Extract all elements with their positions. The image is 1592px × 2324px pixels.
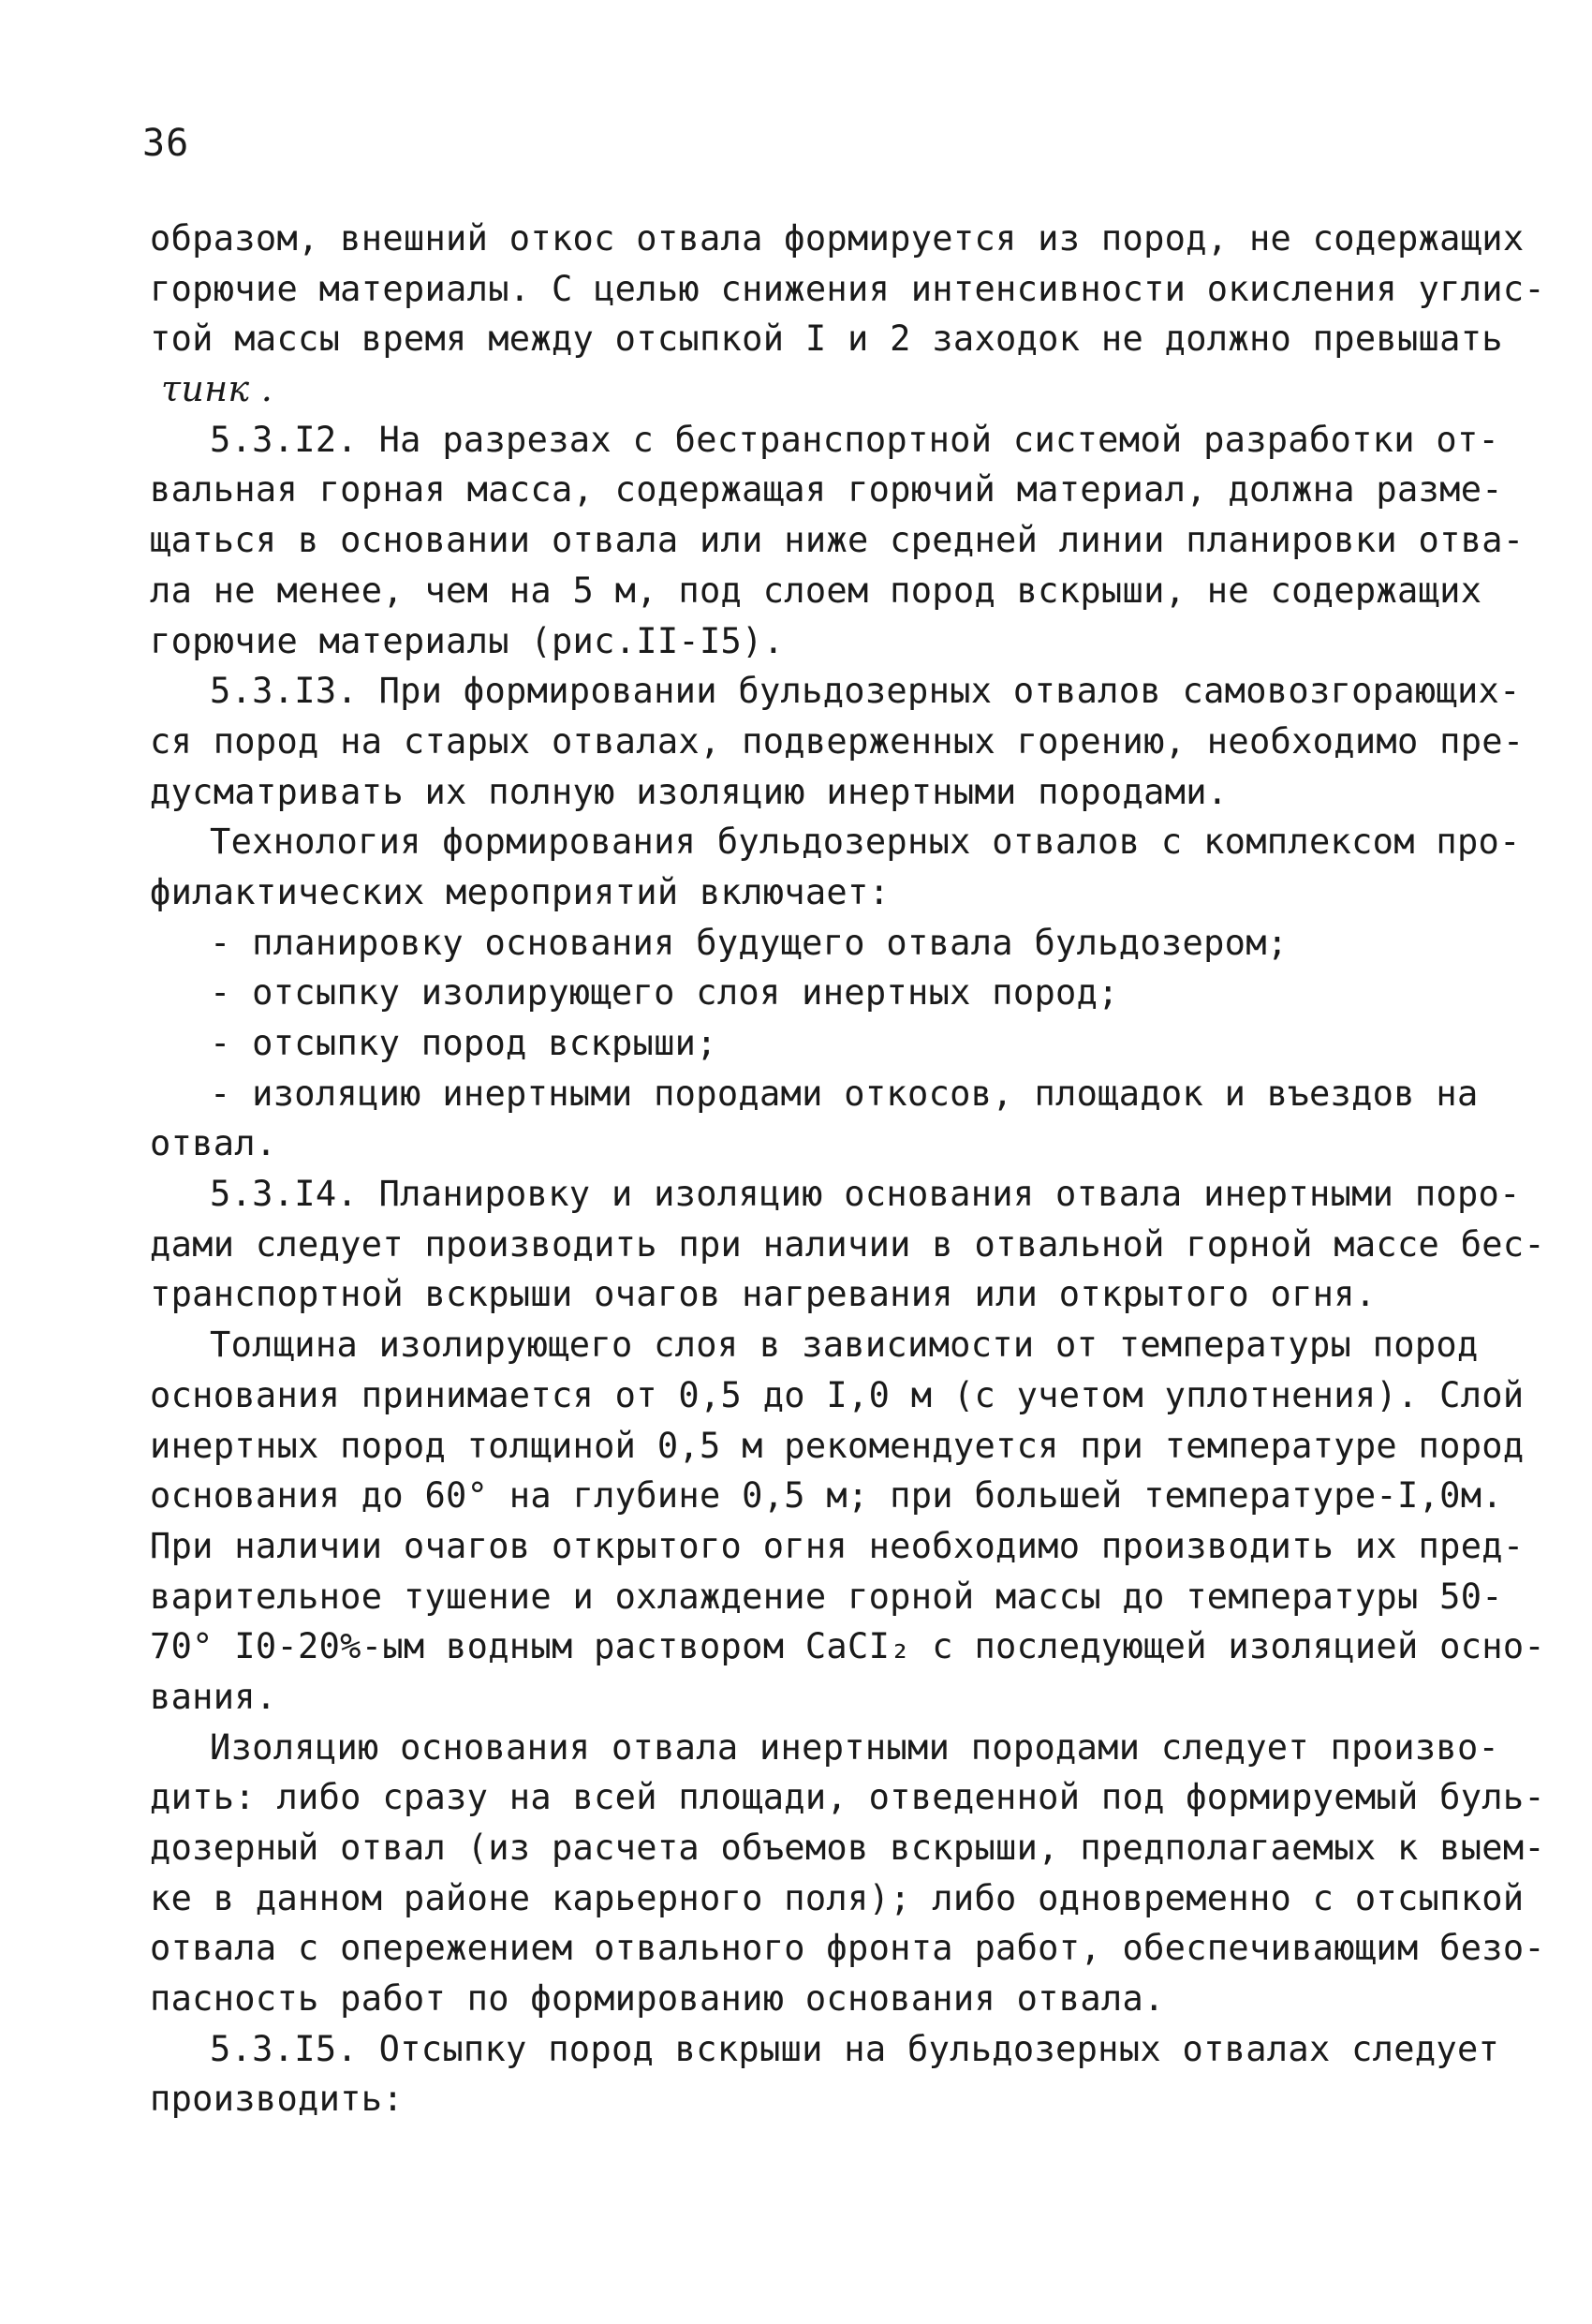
text-line: вания. — [150, 1676, 277, 1717]
text-line: Технология формирования бульдозерных отвалов с комплексом про- — [210, 822, 1521, 863]
text-line: - планировку основания будущего отвала бульдозером; — [210, 922, 1289, 963]
text-line: - изоляцию инертными породами откосов, площадок и въездов на — [210, 1073, 1479, 1114]
text-line: 70° I0-20%-ым водным раствором CaCI₂ с последующей изоляцией осно- — [150, 1626, 1546, 1667]
text-line: дозерный отвал (из расчета объемов вскрыши, предполагаемых к выем- — [150, 1828, 1546, 1868]
text-line: 5.3.I4. Планировку и изоляцию основания отвала инертными поро- — [210, 1174, 1521, 1215]
text-line: ке в данном районе карьерного поля); либо одновременно с отсыпкой — [150, 1877, 1525, 1918]
text-line: вальная горная масса, содержащая горючий материал, должна разме- — [150, 469, 1503, 511]
text-line: Изоляцию основания отвала инертными породами следует произво- — [210, 1726, 1500, 1768]
text-line: основания принимается от 0,5 до I,0 м (с учетом уплотнения). Слой — [150, 1374, 1525, 1415]
text-line: транспортной вскрыши очагов нагревания или открытого огня. — [150, 1274, 1377, 1315]
text-line: горючие материалы (рис.II-I5). — [150, 620, 785, 661]
text-line: ла не менее, чем на 5 м, под слоем пород вскрыши, не содержащих — [150, 570, 1482, 611]
text-line: горючие материалы. С целью снижения интенсивности окисления углис- — [150, 268, 1546, 309]
text-line: инертных пород толщиной 0,5 м рекомендуется при температуре пород — [150, 1425, 1525, 1466]
text-line: варительное тушение и охлаждение горной массы до температуры 50- — [150, 1576, 1503, 1617]
text-line: пасность работ по формированию основания отвала. — [150, 1978, 1165, 2020]
text-line: отвала с опережением отвального фронта работ, обеспечивающим безо- — [150, 1928, 1546, 1969]
text-line: производить: — [150, 2079, 404, 2120]
text-line: основания до 60° на глубине 0,5 м; при большей температуре-I,0м. — [150, 1475, 1503, 1517]
text-line: 5.3.I5. Отсыпку пород вскрыши на бульдозерных отвалах следует — [210, 2028, 1500, 2069]
text-line: Толщина изолирующего слоя в зависимости от температуры пород — [210, 1325, 1479, 1366]
text-line: ся пород на старых отвалах, подверженных горению, необходимо пре- — [150, 720, 1525, 762]
text-line: - отсыпку изолирующего слоя инертных пород; — [210, 972, 1119, 1014]
text-line: При наличии очагов открытого огня необходимо производить их пред- — [150, 1525, 1525, 1566]
text-line: τинк . — [161, 368, 273, 410]
text-line: филактических мероприятий включает: — [150, 871, 891, 912]
body-text — [150, 214, 1546, 2124]
text-line: 5.3.I2. На разрезах с бестранспортной системой разработки от- — [210, 419, 1500, 460]
text-line: дить: либо сразу на всей площади, отведенной под формируемый буль- — [150, 1777, 1546, 1818]
text-line: - отсыпку пород вскрыши; — [210, 1023, 717, 1063]
text-line: дами следует производить при наличии в отвальной горной массе бес- — [150, 1223, 1546, 1265]
page-number: 36 — [142, 122, 190, 165]
text-line: образом, внешний откос отвала формируется из пород, не содержащих — [150, 218, 1525, 259]
text-line: щаться в основании отвала или ниже средней линии планировки отва- — [150, 520, 1525, 561]
text-line: 5.3.I3. При формировании бульдозерных отвалов самовозгорающих- — [210, 671, 1521, 712]
text-line: дусматривать их полную изоляцию инертными породами. — [150, 771, 1229, 812]
text-line: отвал. — [150, 1123, 277, 1164]
text-line: той массы время между отсыпкой I и 2 заходок не должно превышать — [150, 318, 1503, 360]
